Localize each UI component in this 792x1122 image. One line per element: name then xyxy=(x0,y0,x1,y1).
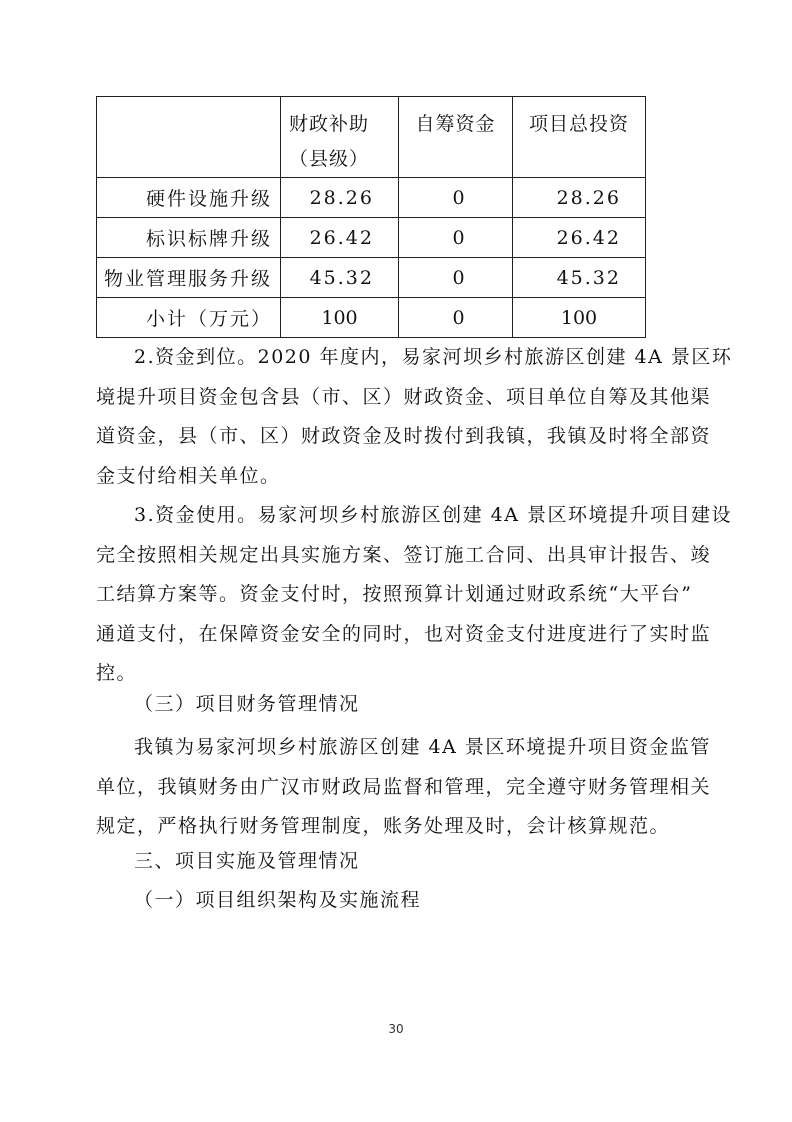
subtotal-self-raised: 0 xyxy=(399,298,513,338)
self-raised-value: 0 xyxy=(399,218,513,258)
total-investment-value: 45.32 xyxy=(513,258,646,298)
row-label: 硬件设施升级 xyxy=(97,178,281,218)
total-investment-value: 28.26 xyxy=(513,178,646,218)
text-line: 2.资金到位。2020 年度内，易家河坝乡村旅游区创建 4A 景区环 xyxy=(134,346,733,368)
text-line: 控。 xyxy=(96,662,138,684)
header-fiscal-subsidy-line1: 财政补助 xyxy=(289,113,370,135)
funding-table xyxy=(96,96,646,338)
subtotal-total-investment: 100 xyxy=(513,298,646,338)
header-total-investment xyxy=(513,97,646,178)
heading-org-structure: （一）项目组织架构及实施流程 xyxy=(134,889,422,911)
self-raised-value: 0 xyxy=(399,258,513,298)
text-line: 规定，严格执行财务管理制度，账务处理及时，会计核算规范。 xyxy=(96,815,671,837)
text-line: 完全按照相关规定出具实施方案、签订施工合同、出具审计报告、竣 xyxy=(96,543,712,566)
header-fiscal-subsidy-line2: （县级） xyxy=(289,148,370,170)
paragraph-financial-management xyxy=(96,728,736,847)
text-line: 我镇为易家河坝乡村旅游区创建 4A 景区环境提升项目资金监管 xyxy=(134,736,711,758)
header-empty-cell xyxy=(97,97,281,178)
header-total-investment-label: 项目总投资 xyxy=(528,113,629,135)
table-header-row xyxy=(97,97,646,178)
heading-section-three: 三、项目实施及管理情况 xyxy=(134,850,360,872)
row-label: 标识标牌升级 xyxy=(97,218,281,258)
heading-financial-management: （三）项目财务管理情况 xyxy=(134,693,360,715)
paragraph-funds-usage xyxy=(96,496,736,694)
self-raised-value: 0 xyxy=(399,178,513,218)
fiscal-subsidy-value: 26.42 xyxy=(281,218,399,258)
header-self-raised xyxy=(399,97,513,178)
text-line: 3.资金使用。易家河坝乡村旅游区创建 4A 景区环境提升项目建设 xyxy=(134,504,733,526)
paragraph-funds-arrival xyxy=(96,338,736,496)
text-line: 工结算方案等。资金支付时，按照预算计划通过财政系统“大平台” xyxy=(96,583,693,605)
page-number: 30 xyxy=(388,1022,404,1036)
table-row xyxy=(97,178,646,218)
text-line: 通道支付，在保障资金安全的同时，也对资金支付进度进行了实时监 xyxy=(96,622,712,645)
table-subtotal-row xyxy=(97,298,646,338)
header-fiscal-subsidy xyxy=(281,97,399,178)
fiscal-subsidy-value: 28.26 xyxy=(281,178,399,218)
subtotal-label: 小计（万元） xyxy=(97,298,281,338)
table-row xyxy=(97,218,646,258)
text-line: 道资金，县（市、区）财政资金及时拨付到我镇，我镇及时将全部资 xyxy=(96,425,712,447)
text-line: 境提升项目资金包含县（市、区）财政资金、项目单位自筹及其他渠 xyxy=(96,385,712,408)
subtotal-fiscal-subsidy: 100 xyxy=(281,298,399,338)
header-self-raised-label: 自筹资金 xyxy=(415,113,496,135)
fiscal-subsidy-value: 45.32 xyxy=(281,258,399,298)
table-row xyxy=(97,258,646,298)
total-investment-value: 26.42 xyxy=(513,218,646,258)
text-line: 单位，我镇财务由广汉市财政局监督和管理，完全遵守财务管理相关 xyxy=(96,775,712,798)
row-label: 物业管理服务升级 xyxy=(97,258,281,298)
text-line: 金支付给相关单位。 xyxy=(96,464,281,487)
